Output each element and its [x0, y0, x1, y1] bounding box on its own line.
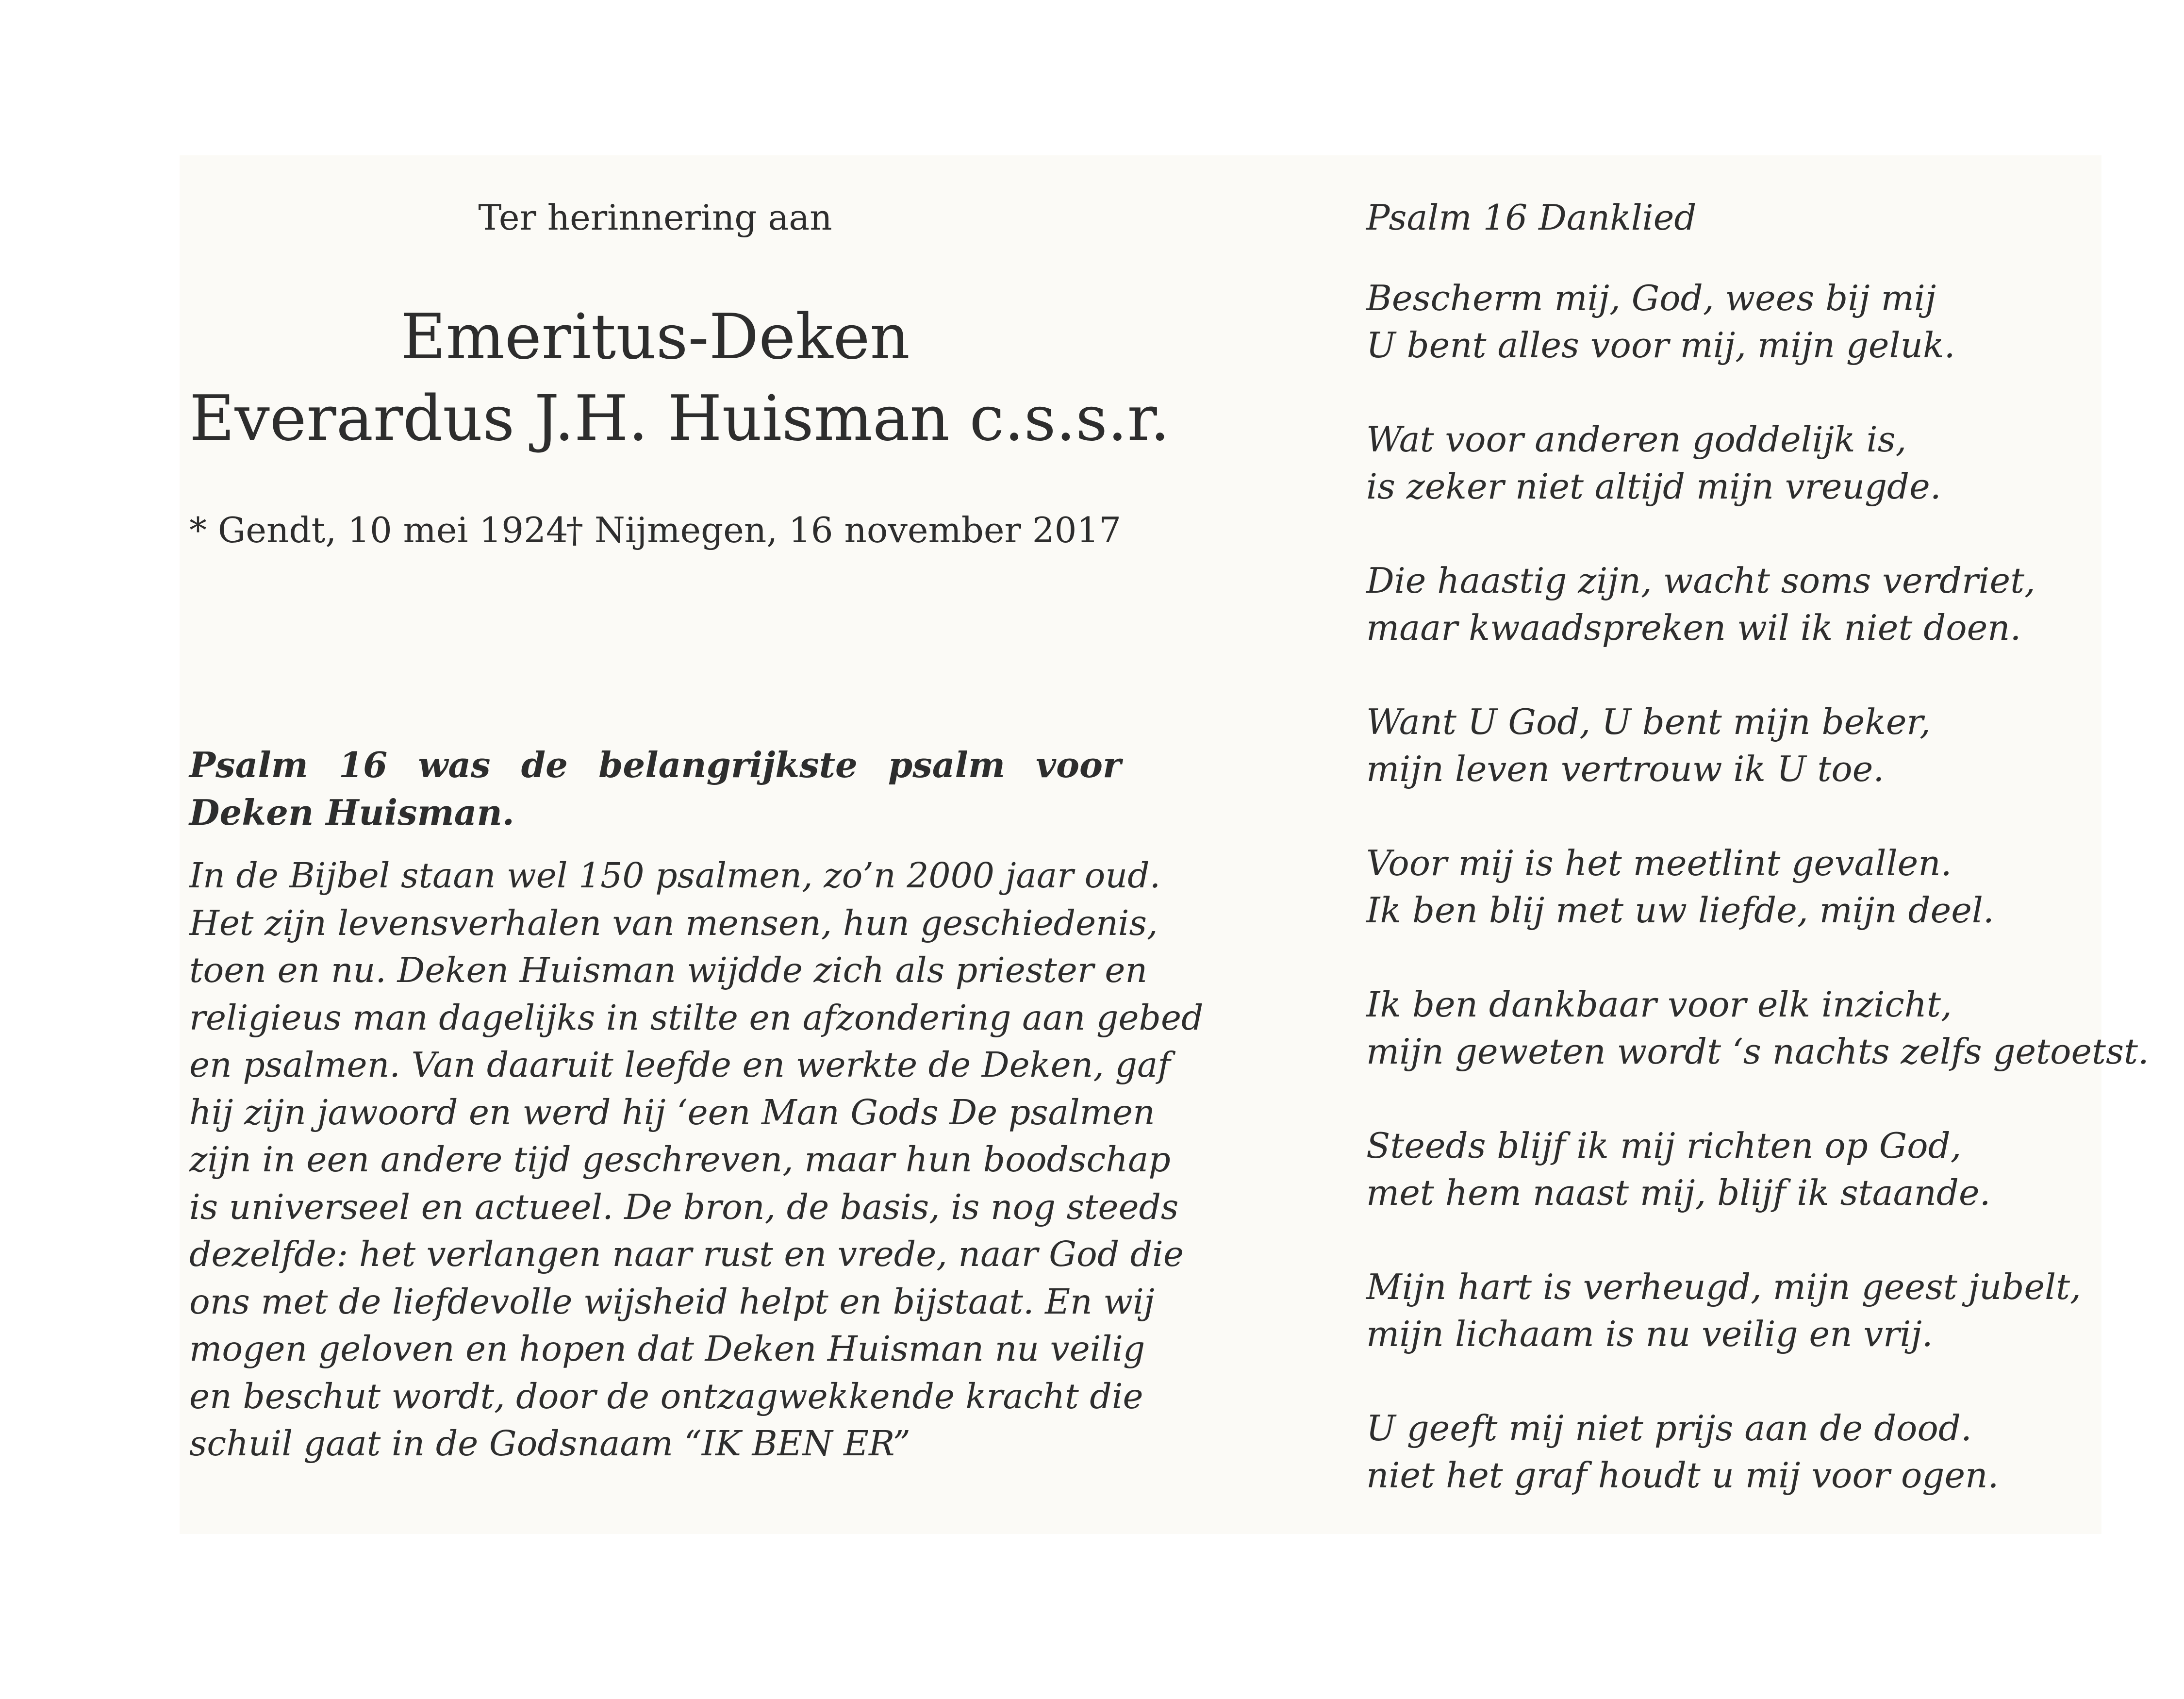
deceased-title — [189, 297, 1170, 460]
stanza-line: niet het graf houdt u mij voor ogen. — [1366, 1455, 1999, 1496]
psalm-title: Psalm 16 Danklied — [1366, 197, 1697, 238]
body-line: zijn in een andere tijd geschreven, maar hun boodschap — [189, 1139, 1171, 1180]
stanza-line: Ik ben dankbaar voor elk inzicht, — [1366, 984, 1952, 1025]
death-date: † Nijmegen, 16 november 2017 — [566, 510, 1121, 550]
psalm-stanzas — [1366, 275, 2149, 1499]
body-line: In de Bijbel staan wel 150 psalmen, zo’n 2000 jaar oud. — [189, 855, 1161, 896]
stanza-line: Voor mij is het meetlint gevallen. — [1366, 843, 1952, 883]
stanza-line: Want U God, U bent mijn beker, — [1366, 701, 1931, 742]
body-line: ons met de liefdevolle wijsheid helpt en bijstaat. En wij — [189, 1281, 1155, 1322]
body-line: religieus man dagelijks in stilte en afzondering aan gebed — [189, 997, 1204, 1038]
psalm-stanza — [1366, 275, 2094, 369]
body-line: Het zijn levensverhalen van mensen, hun geschiedenis, — [189, 902, 1158, 943]
stanza-line: mijn geweten wordt ‘s nachts zelfs getoetst. — [1366, 1031, 2149, 1072]
body-line: schuil gaat in de Godsnaam “IK BEN ER” — [189, 1423, 910, 1464]
stanza-line: met hem naast mij, blijf ik staande. — [1366, 1172, 1991, 1213]
stanza-line: Wat voor anderen goddelijk is, — [1366, 419, 1907, 460]
psalm-stanza — [1366, 1405, 2094, 1499]
psalm-stanza — [1366, 1122, 2094, 1216]
body-line: toen en nu. Deken Huisman wijdde zich als priester en — [189, 950, 1148, 990]
psalm-stanza — [1366, 1264, 2094, 1358]
stanza-line: Bescherm mij, God, wees bij mij — [1366, 278, 1936, 318]
psalm-stanza — [1366, 981, 2149, 1075]
body-paragraph — [189, 852, 1204, 1467]
psalm-stanza — [1366, 840, 2094, 934]
psalm-column — [1366, 194, 2149, 1546]
body-line: en psalmen. Van daaruit leefde en werkte de Deken, gaf — [189, 1045, 1171, 1085]
stanza-line: Mijn hart is verheugd, mijn geest jubelt, — [1366, 1266, 2081, 1307]
stanza-line: Die haastig zijn, wacht soms verdriet, — [1366, 560, 2035, 601]
stanza-line: is zeker niet altijd mijn vreugde. — [1366, 466, 1941, 507]
stanza-line: U bent alles voor mij, mijn geluk. — [1366, 325, 1955, 366]
body-line: en beschut wordt, door de ontzagwekkende kracht die — [189, 1376, 1143, 1416]
psalm-stanza — [1366, 699, 2094, 793]
stanza-line: Steeds blijf ik mij richten op God, — [1366, 1125, 1962, 1166]
stanza-line: mijn lichaam is nu veilig en vrij. — [1366, 1314, 1933, 1354]
stanza-line: Ik ben blij met uw liefde, mijn deel. — [1366, 890, 1994, 931]
body-line: mogen geloven en hopen dat Deken Huisman nu veilig — [189, 1329, 1145, 1369]
intro-text: Ter herinnering aan — [478, 197, 832, 238]
psalm-stanza — [1366, 557, 2094, 651]
title-line-1: Emeritus-Deken — [400, 301, 910, 373]
body-line: hij zijn jawoord en werd hij ‘een Man Gods De psalmen — [189, 1092, 1155, 1133]
stanza-line: maar kwaadspreken wil ik niet doen. — [1366, 607, 2021, 648]
psalm-stanza — [1366, 416, 2094, 510]
birth-date: * Gendt, 10 mei 1924 — [189, 510, 568, 550]
body-line: is universeel en actueel. De bron, de basis, is nog steeds — [189, 1186, 1179, 1227]
title-line-2: Everardus J.H. Huisman c.s.s.r. — [189, 383, 1170, 455]
stanza-line: mijn leven vertrouw ik U toe. — [1366, 749, 1885, 789]
life-dates — [189, 506, 1121, 554]
lead-paragraph: Psalm 16 was de belangrijkste psalm voor Deken Huisman. — [189, 744, 1121, 833]
stanza-line: U geeft mij niet prijs aan de dood. — [1366, 1408, 1972, 1449]
memorial-left-column — [189, 194, 1204, 1467]
body-line: dezelfde: het verlangen naar rust en vrede, naar God die — [189, 1234, 1184, 1274]
